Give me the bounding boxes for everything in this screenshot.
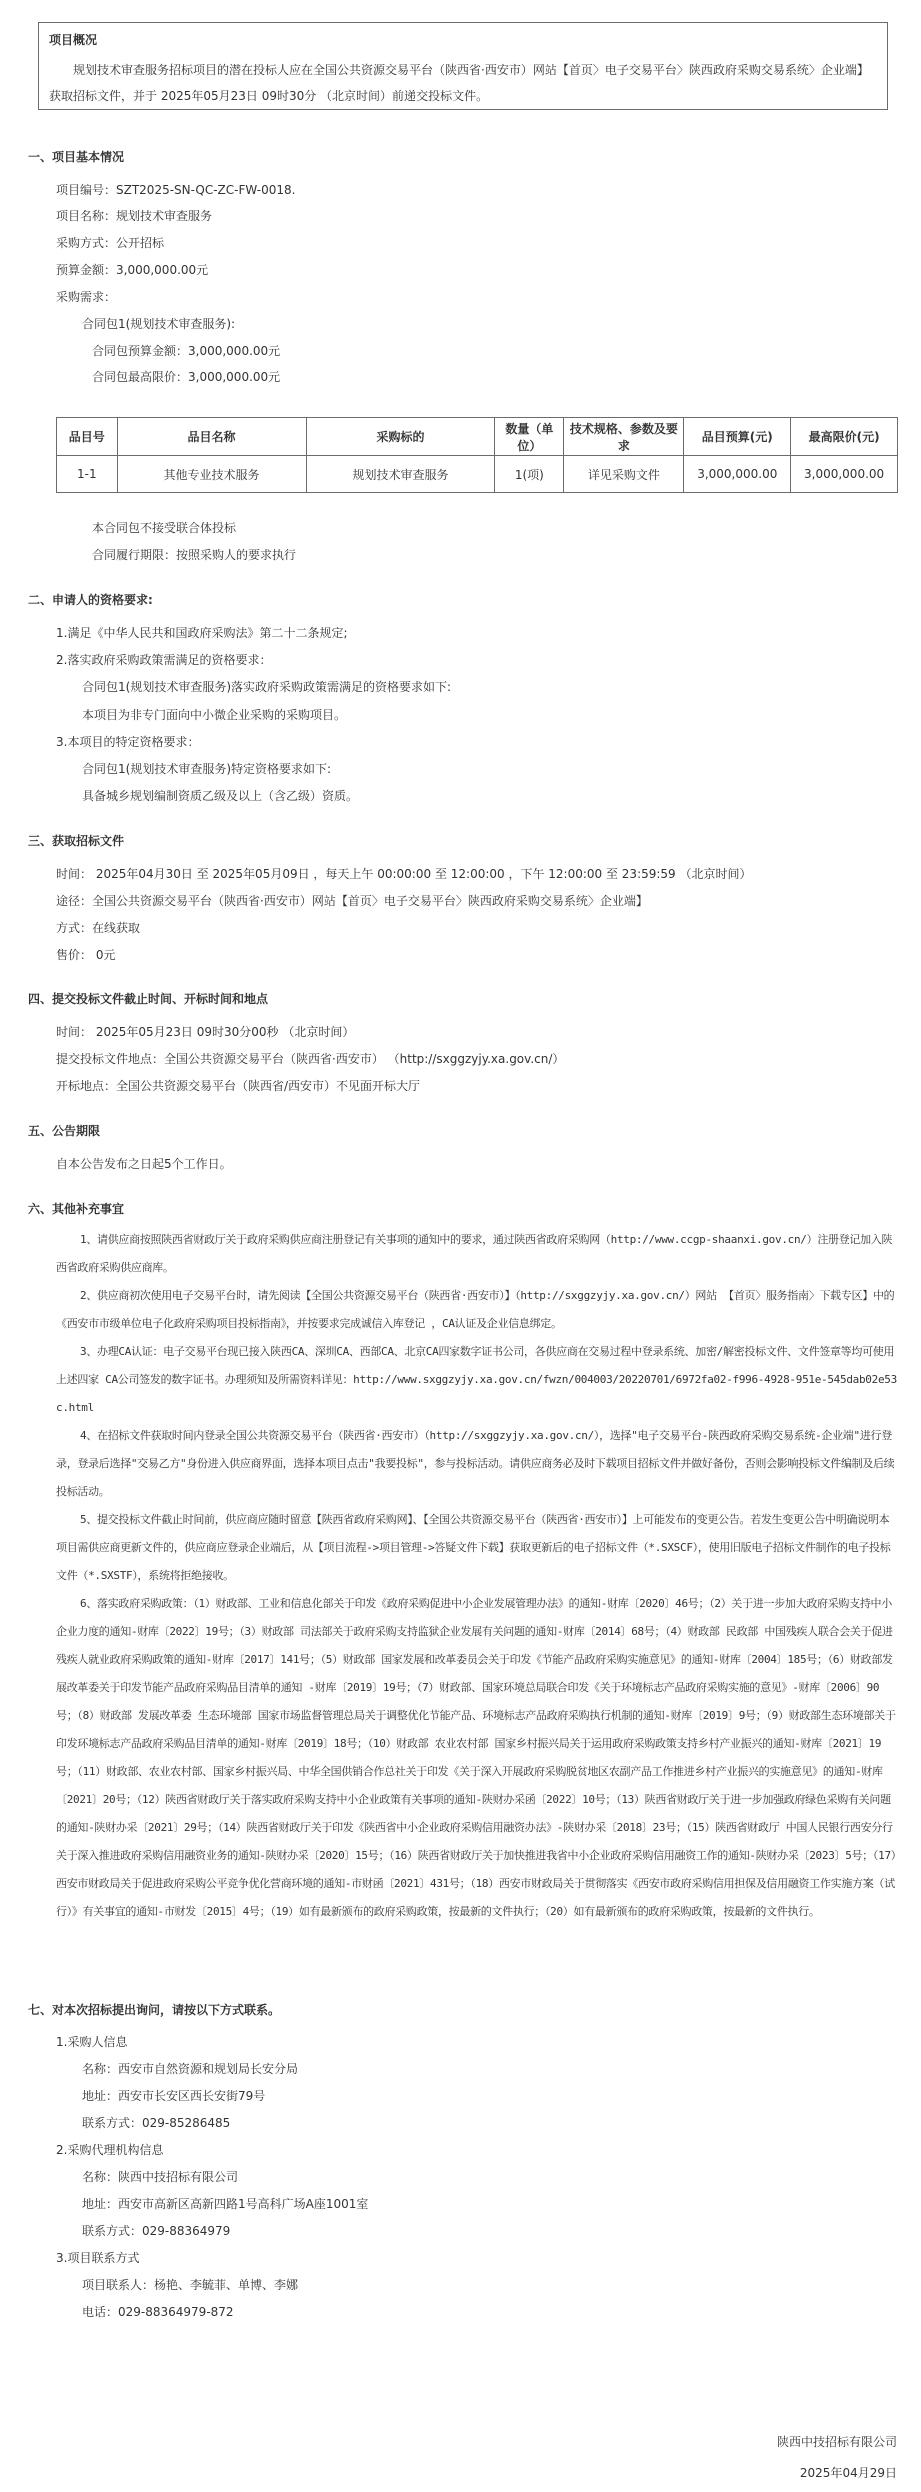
- consortium-note: 本合同包不接受联合体投标: [92, 521, 237, 535]
- col-header-item-no: 品目号: [57, 418, 118, 456]
- qualification-3: 3.本项目的特定资格要求：: [56, 735, 200, 749]
- qualification-1: 1.满足《中华人民共和国政府采购法》第二十二条规定;: [56, 626, 348, 640]
- deadline-time: 时间： 2025年05月23日 09时30分00秒 （北京时间）: [56, 1025, 355, 1039]
- section-6-heading: 六、其他补充事宜: [28, 1202, 125, 1216]
- buyer-name: 名称：西安市自然资源和规划局长安分局: [82, 2062, 299, 2076]
- col-header-max-price: 最高限价(元): [791, 418, 898, 456]
- qualification-2-package: 合同包1(规划技术审查服务)落实政府采购政策需满足的资格要求如下:: [82, 680, 452, 694]
- signature-date: 2025年04月29日: [799, 2466, 897, 2480]
- section-7-heading: 七、对本次招标提出询问，请按以下方式联系。: [28, 2003, 281, 2017]
- cell-target: 规划技术审查服务: [306, 456, 495, 493]
- col-header-target: 采购标的: [306, 418, 495, 456]
- overview-body: 规划技术审查服务招标项目的潜在投标人应在全国公共资源交易平台（陕西省·西安市）网站【首页〉电子交易平台〉陕西政府采购交易系统〉企业端】获取招标文件，并于 2025年05月23日 09时30分 （北京时间）前递交投标文件。: [49, 63, 869, 103]
- supplement-6: 6、落实政府采购政策：（1）财政部、工业和信息化部关于印发《政府采购促进中小企业发展管理办法》的通知-财库〔2020〕46号；（2）关于进一步加大政府采购支持中小企业力度的通知-财库〔2022〕19号；（3）财政部 司法部关于政府采购支持监狱企业发展有关问题的通知-财库〔2014〕68号；（4）财政部 民政部 中国残疾人联合会关于促进残疾人就业政府采购政策的通知-财库〔2017〕141号；（5）财政部 国家发展和改革委员会关于印发《节能产品政府采购实施意见》的通知-财库〔2004〕185号；（6）财政部发展改革委关于印发节能产品政府采购品目清单的通知 -财库〔2019〕19号；（7）财政部、国家环境总局联合印发《关于环境标志产品政府采购实施的意见》-财库〔2006〕90号；（8）财政部 发展改革委 生态环境部 国家市场监督管理总局关于调整优化节能产品、环境标志产品政府采购执行机制的通知-财库〔2019〕9号；（9）财政部生态环境部关于印发环境标志产品政府采购品目清单的通知-财库〔2019〕18号；（10）财政部 农业农村部 国家乡村振兴局关于运用政府采购政策支持乡村产业振兴的通知-财库〔2021〕19号；（11）财政部、农业农村部、国家乡村振兴局、中华全国供销合作总社关于印发《关于深入开展政府采购脱贫地区农副产品工作推进乡村产业振兴的实施意见》的通知-财库〔2021〕20号；（12）陕西省财政厅关于落实政府采购支持中小企业政策有关事项的通知-陕财办采函〔2022〕10号；（13）陕西省财政厅关于进一步加强政府绿色采购有关问题的通知-陕财办采〔2021〕29号；（14）陕西省财政厅关于印发《陕西省中小企业政府采购信用融资办法》-陕财办采〔2018〕23号；（15）陕西省财政厅 中国人民银行西安分行关于深入推进政府采购信用融资业务的通知-陕财办采〔2020〕15号；（16）陕西省财政厅关于加快推进我省中小企业政府采购信用融资工作的通知-陕财办采〔2023〕5号；（17）西安市财政局关于促进政府采购公平竞争优化营商环境的通知-市财函〔2021〕431号；（18）西安市财政局关于贯彻落实《西安市政府采购信用担保及信用融资工作实施方案（试行）》有关事宜的通知-市财发〔2015〕4号；（19）如有最新颁布的政府采购政策，按最新的文件执行；（20）如有最新颁布的政府采购政策，按最新的文件执行。: [56, 1597, 896, 1918]
- cell-max-price: 3,000,000.00: [791, 456, 898, 493]
- agent-title: 2.采购代理机构信息: [56, 2143, 164, 2157]
- agent-address: 地址：西安市高新区高新四路1号高科广场A座1001室: [82, 2197, 369, 2211]
- col-header-item-name: 品目名称: [117, 418, 306, 456]
- buyer-phone: 联系方式：029-85286485: [82, 2116, 231, 2130]
- procurement-method: 采购方式：公开招标: [56, 236, 165, 250]
- supplement-5: 5、提交投标文件截止时间前，供应商应随时留意【陕西省政府采购网】、【全国公共资源交易平台（陕西省·西安市）】上可能发布的变更公告。若发生变更公告中明确说明本项目需供应商更新文件的，供应商应登录企业端后，从【项目流程->项目管理->答疑文件下载】获取更新后的电子招标文件（*.SXSCF），使用旧版电子招标文件制作的电子投标文件（*.SXSTF），系统将拒绝接收。: [56, 1513, 891, 1582]
- supplement-2: 2、供应商初次使用电子交易平台时，请先阅读【全国公共资源交易平台（陕西省·西安市）】（http://sxggzyjy.xa.gov.cn/）网站 【首页〉服务指南〉下载专区】中的 《西安市市级单位电子化政府采购项目投标指南》，并按要求完成诚信入库登记 ，CA认证及企业信息绑定。: [56, 1289, 895, 1330]
- section-4-heading: 四、提交投标文件截止时间、开标时间和地点: [28, 992, 269, 1006]
- qualification-2: 2.落实政府采购政策需满足的资格要求：: [56, 653, 272, 667]
- agent-phone: 联系方式：029-88364979: [82, 2224, 231, 2238]
- agent-name: 名称：陕西中技招标有限公司: [82, 2170, 239, 2184]
- qualification-2-detail: 本项目为非专门面向中小微企业采购的采购项目。: [82, 708, 347, 722]
- qualification-3-package: 合同包1(规划技术审查服务)特定资格要求如下:: [82, 762, 332, 776]
- cell-spec: 详见采购文件: [564, 456, 684, 493]
- package-budget: 合同包预算金额：3,000,000.00元: [92, 344, 281, 358]
- opening-location: 开标地点：全国公共资源交易平台（陕西省/西安市）不见面开标大厅: [56, 1079, 421, 1093]
- section-3-heading: 三、获取招标文件: [28, 834, 125, 848]
- project-overview-box: [38, 22, 888, 110]
- procurement-demand: 采购需求：: [56, 290, 117, 304]
- cell-budget: 3,000,000.00: [684, 456, 791, 493]
- contract-period: 合同履行期限：按照采购人的要求执行: [92, 548, 297, 562]
- section-2-heading: 二、申请人的资格要求:: [28, 593, 153, 607]
- buyer-address: 地址：西安市长安区西长安街79号: [82, 2089, 266, 2103]
- notice-period: 自本公告发布之日起5个工作日。: [56, 1157, 232, 1171]
- overview-title: 项目概况: [49, 33, 98, 47]
- supplement-4: 4、在招标文件获取时间内登录全国公共资源交易平台（陕西省·西安市）（http://sxggzyjy.xa.gov.cn/），选择"电子交易平台-陕西政府采购交易系统-企业端"进行登录，登录后选择"交易乙方"身份进入供应商界面，选择本项目点击"我要投标"，参与投标活动。请供应商务必及时下载项目招标文件并做好备份，否则会影响投标文件编制及后续投标活动。: [56, 1429, 895, 1498]
- col-header-budget: 品目预算(元): [684, 418, 791, 456]
- package-max-price: 合同包最高限价：3,000,000.00元: [92, 370, 281, 384]
- cell-item-name: 其他专业技术服务: [117, 456, 306, 493]
- col-header-spec: 技术规格、参数及要求: [564, 418, 684, 456]
- cell-item-no: 1-1: [57, 456, 118, 493]
- signature-org: 陕西中技招标有限公司: [776, 2435, 897, 2449]
- acquire-route: 途径：全国公共资源交易平台（陕西省·西安市）网站【首页〉电子交易平台〉陕西政府采购交易系统〉企业端】: [56, 894, 648, 908]
- contact-title: 3.项目联系方式: [56, 2251, 140, 2265]
- supplement-1: 1、请供应商按照陕西省财政厅关于政府采购供应商注册登记有关事项的通知中的要求，通过陕西省政府采购网（http://www.ccgp-shaanxi.gov.cn/）注册登记加入陕西省政府采购供应商库。: [56, 1233, 893, 1274]
- contact-phone: 电话：029-88364979-872: [82, 2305, 234, 2319]
- acquire-time: 时间： 2025年04月30日 至 2025年05月09日 ，每天上午 00:00:00 至 12:00:00 ，下午 12:00:00 至 23:59:59 （北京时间）: [56, 867, 752, 881]
- table-row: [57, 456, 898, 493]
- project-name: 项目名称：规划技术审查服务: [56, 209, 213, 223]
- supplement-3: 3、办理CA认证：电子交易平台现已接入陕西CA、深圳CA、西部CA、北京CA四家数字证书公司，各供应商在交易过程中登录系统、加密/解密投标文件、文件签章等均可使用上述四家 CA公司签发的数字证书。办理须知及所需资料详见：http://www.sxggzyjy.xa.gov.cn/fwzn/004003/20220701/6972fa02-f996-4928-951e-545dab02e53c.html: [56, 1345, 897, 1414]
- buyer-title: 1.采购人信息: [56, 2035, 128, 2049]
- contact-people: 项目联系人：杨艳、李毓菲、单博、李娜: [82, 2278, 299, 2292]
- contract-package: 合同包1(规划技术审查服务):: [82, 317, 236, 331]
- items-table: [56, 417, 898, 493]
- budget-amount: 预算金额：3,000,000.00元: [56, 263, 209, 277]
- section-5-heading: 五、公告期限: [28, 1124, 101, 1138]
- qualification-3-detail: 具备城乡规划编制资质乙级及以上（含乙级）资质。: [82, 789, 359, 803]
- project-number: 项目编号：SZT2025-SN-QC-ZC-FW-0018.: [56, 183, 296, 197]
- submit-location: 提交投标文件地点：全国公共资源交易平台（陕西省·西安市） （http://sxggzyjy.xa.gov.cn/）: [56, 1052, 565, 1066]
- table-header-row: [57, 418, 898, 456]
- col-header-quantity: 数量（单位）: [495, 418, 564, 456]
- cell-quantity: 1(项): [495, 456, 564, 493]
- acquire-mode: 方式：在线获取: [56, 921, 141, 935]
- acquire-price: 售价： 0元: [56, 948, 116, 962]
- section-1-heading: 一、项目基本情况: [28, 150, 125, 164]
